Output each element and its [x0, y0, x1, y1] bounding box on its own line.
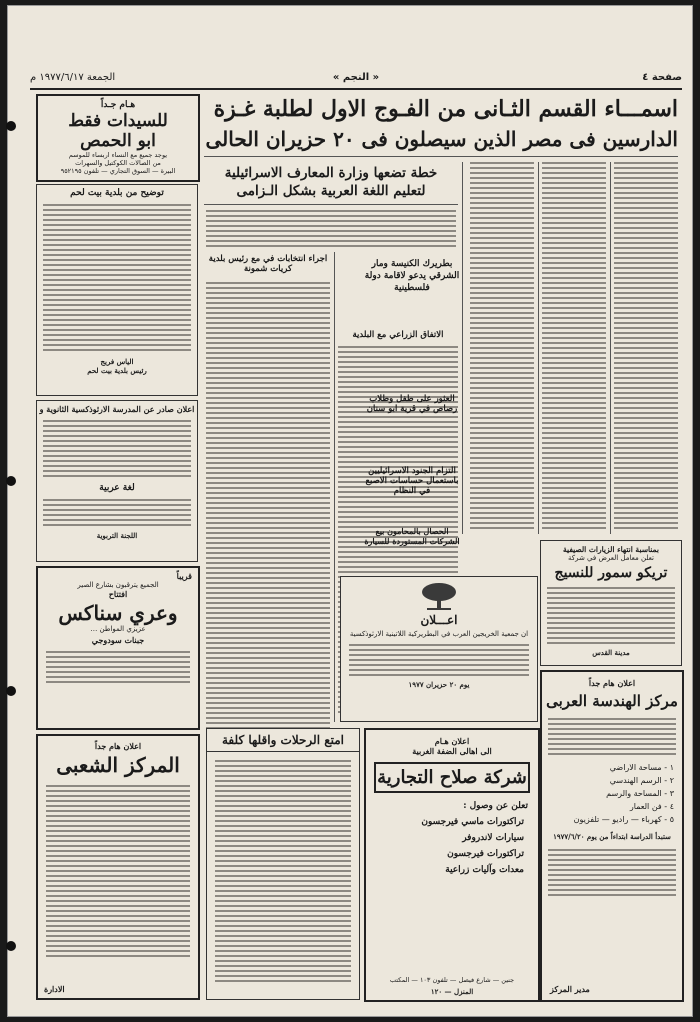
engineering-start: ستبدأ الدراسة ابتداءاً من يوم ١٩٧٧/٦/٢٠: [553, 832, 671, 841]
abu-homos-text2: من الصالات الكوكتيل والسهرات: [75, 159, 161, 167]
municipality-notice: [36, 184, 198, 396]
ministry-headline-1: خطة تضعها وزارة المعارف الاسرائيلية: [224, 165, 438, 181]
engineering-sign: مدير المركز: [550, 984, 590, 994]
municipality-signer-role: رئيس بلدية بيت لحم: [87, 366, 147, 375]
sinax-sub: جبنات سودوجي: [91, 635, 145, 645]
lead-headline-2: الدارسين فى مصر الذين سيصلون فى ٢٠ حزيران الحالى: [205, 127, 678, 151]
tricot-tag: بمناسبة انتهاء الزيارات الصيفية: [563, 545, 659, 554]
shaabi-title: المركز الشعبى: [56, 753, 180, 777]
municipality-title: توضيح من بلدية بيت لحم: [70, 188, 164, 198]
salah-address: جنين — شارع فيصل — تلفون ١٠٣ — المكتب: [389, 976, 515, 984]
binder-hole: [6, 941, 16, 951]
shaabi-footer: الادارة: [44, 984, 65, 994]
travel-ad: [206, 728, 360, 1000]
header-page-number: صفحة ٤: [642, 72, 682, 83]
salah-item-3: تراكتورات فيرجسون: [447, 849, 524, 859]
bethlehem-election-title: اجراء انتخابات في مع رئيس بلدية كريات شمونة: [208, 254, 328, 274]
abu-homos-contact: البيرة — السوق التجاري — تلفون ٩٥٢١٩٥: [60, 167, 176, 175]
results-title: اعلان صادر عن المدرسة الارثوذكسية الثانوية و: [39, 404, 195, 414]
engineering-subject-1: ١ - مساحة الاراضي: [609, 763, 674, 772]
salah-item-4: معدات وآليات زراعية: [445, 865, 524, 875]
engineering-subject-4: ٤ - فن العمار: [629, 802, 674, 811]
engineering-subject-5: ٥ - كهرباء — راديو — تلفزيون: [573, 815, 674, 824]
abu-homos-text1: يوجد جميع مع النساء اربساء للموسم: [68, 151, 168, 159]
results-sub: لغة عربية: [99, 483, 135, 493]
abu-homos-tag: هـام جـداً: [100, 100, 136, 110]
salah-item-1: تراكتورات ماسي فيرجسون: [421, 817, 524, 827]
abu-homos-ad: [36, 94, 200, 182]
engineering-tag: اعلان هام جداً: [588, 678, 636, 688]
patriarch-title: بطريرك الكنيسة ومار الشرقي يدعو لاقامة دولة فلسطينية: [364, 259, 460, 293]
tricot-intro: تعلن معامل العرض في شركة: [568, 554, 654, 562]
salah-intro: الى اهالى الضفة الغربية: [412, 746, 492, 756]
sinax-intro: الجميع يترقبون بشارع الصير: [77, 581, 159, 589]
lead-article-body: [468, 162, 678, 534]
school-results-notice: [36, 400, 198, 562]
ministry-headline-2: لتعليم اللغة العربية بشكل الـزامى: [236, 183, 426, 199]
binder-hole: [6, 121, 16, 131]
results-sign: اللجنة التربوية: [96, 531, 138, 540]
engineering-subject-2: ٢ - الرسم الهندسي: [609, 776, 674, 785]
header-paper-name: « النجم »: [332, 72, 380, 83]
abu-homos-title2: ابو الحمص: [80, 131, 156, 151]
notice-body: ان جمعية الخريجين العرب في البطريركية اللاتينية الارثوذكسية: [349, 630, 529, 638]
newspaper-page: [8, 6, 692, 1016]
tricot-ad: [540, 540, 682, 666]
salah-tag: اعلان هـام: [434, 736, 470, 746]
notice-date: يوم ٢٠ حزيران ١٩٧٧: [408, 680, 470, 689]
ministry-article-body: [206, 210, 456, 250]
salah-item-2: سيارات لاندروفر: [462, 833, 524, 843]
sinax-title: وعري سناكس: [58, 601, 178, 625]
tricot-footer: مدينة القدس: [592, 648, 630, 657]
travel-title: امتع الرحلات واقلها كلفة: [207, 733, 359, 752]
salah-title: شركة صلاح التجارية: [374, 762, 530, 793]
abu-homos-title1: للسيدات فقط: [68, 111, 168, 131]
bethlehem-election-body: [206, 282, 330, 732]
sinax-tag: قريباً: [176, 571, 192, 581]
lead-headline-1: اسمـــاء القسم الثـانى من الفـوج الاول لطلبة غـزة: [213, 96, 678, 122]
sinax-opening: افتتاح: [108, 589, 128, 599]
shaabi-tag: اعلان هام جداً: [94, 741, 142, 751]
header-date: الجمعة ١٩٧٧/٦/١٧ م: [30, 72, 116, 83]
binder-hole: [6, 476, 16, 486]
tree-emblem-icon: [419, 581, 459, 611]
salah-phone: المنزل — ١٢٠: [430, 987, 474, 996]
page-header: [30, 70, 682, 90]
sinax-tagline: عزيزي المواطن …: [90, 625, 146, 633]
child-found-title: العثور على طفل وطلاب رصاص في قرية ابو سنان: [366, 394, 458, 414]
salah-company-ad: [364, 728, 540, 1002]
tricot-title: تريكو سمور للنسيج: [554, 565, 668, 581]
municipality-signer: الياس فريج: [100, 357, 134, 366]
salah-reach: تعلن عن وصول :: [463, 801, 528, 811]
soldiers-title: التزام الجنود الاسرائيليين باستعمال حساسات الاصبع في النظام: [365, 466, 459, 496]
binder-hole: [6, 686, 16, 696]
sinax-ad: [36, 566, 200, 730]
lawyers-title: الحصال بالمحامون بيع الشركات المستوردة للسيارة: [364, 526, 460, 546]
engineering-subject-3: ٣ - المساحة والرسم: [606, 789, 674, 798]
notice-title: اعـــلان: [420, 613, 458, 627]
engineering-center-ad: [540, 670, 684, 1002]
graduates-notice: [340, 576, 538, 722]
engineering-title: مركز الهندسة العربى: [546, 692, 678, 710]
israel-agri-title: الاتفاق الزراعي مع البلدية: [352, 330, 444, 340]
shaabi-center-ad: [36, 734, 200, 1000]
